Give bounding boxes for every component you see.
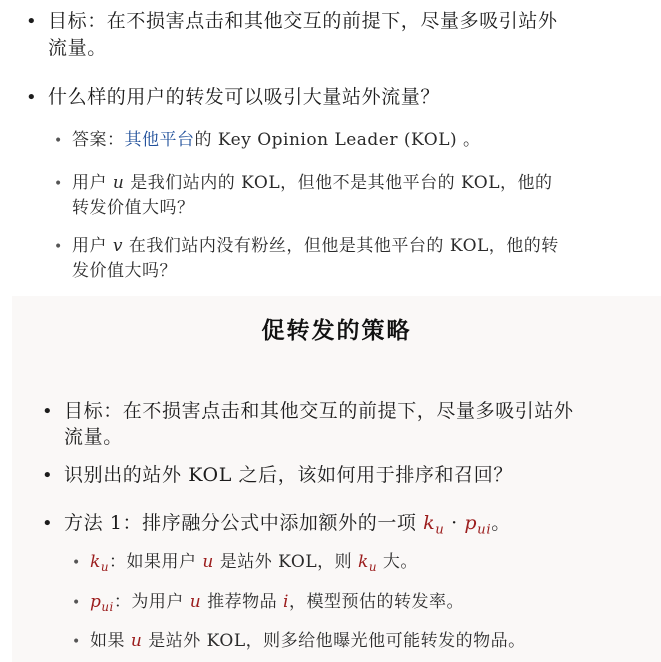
bullet-dot: • xyxy=(72,555,81,571)
q3-part1: 用户 xyxy=(72,236,113,256)
pui-desc-mid: 推荐物品 xyxy=(201,592,284,612)
pui-sym: p xyxy=(90,592,102,612)
answer-bullet xyxy=(54,128,481,154)
q2-part1: 用户 xyxy=(72,173,113,193)
ku-sym: k xyxy=(90,552,101,572)
goal-line1: 目标：在不损害点击和其他交互的前提下，尽量多吸引站外 xyxy=(48,10,558,32)
q3-var: v xyxy=(112,236,124,256)
pui-desc-prefix: ：为用户 xyxy=(113,592,190,612)
final-prefix: 如果 xyxy=(90,631,131,651)
k-symbol xyxy=(423,512,445,538)
ku-symbol-2 xyxy=(358,552,378,575)
ku-symbol xyxy=(90,552,109,575)
bullet-dot: • xyxy=(26,11,38,32)
ku-desc-mid: 是站外 KOL，则 xyxy=(213,552,359,572)
goal-line2-text: 流量。 xyxy=(48,37,107,59)
top-slide xyxy=(0,0,661,292)
p-sub: ui xyxy=(477,522,492,538)
pui-var-i: i xyxy=(283,592,289,612)
pui-symbol xyxy=(90,592,114,615)
ku-desc-prefix: ：如果用户 xyxy=(108,552,203,572)
goal2-line2 xyxy=(64,424,123,451)
ku-sub: u xyxy=(100,560,109,575)
bullet-dot: • xyxy=(54,176,63,192)
answer-highlight: 其他平台 xyxy=(124,130,195,150)
pui-bullet xyxy=(72,590,464,620)
method-bullet xyxy=(42,510,511,544)
pui-sub: ui xyxy=(101,600,114,615)
bullet-dot: • xyxy=(72,595,81,611)
goal2-line1: 目标：在不损害点击和其他交互的前提下，尽量多吸引站外 xyxy=(64,400,574,422)
ku-desc-suffix: 大。 xyxy=(377,552,418,572)
q2-bullet xyxy=(54,171,553,197)
method-suffix: 。 xyxy=(491,512,511,534)
bullet-dot: • xyxy=(72,634,81,650)
ku2-sub: u xyxy=(368,560,378,575)
k-sym: k xyxy=(423,512,436,534)
final-var: u xyxy=(130,631,143,651)
answer-suffix: 的 Key Opinion Leader (KOL) 。 xyxy=(194,130,481,150)
q3-bullet xyxy=(54,234,559,260)
bullet-dot: • xyxy=(42,401,54,422)
q2-line2-text: 转发价值大吗？ xyxy=(72,198,195,218)
p-sym: p xyxy=(464,512,478,534)
q3-line2 xyxy=(72,259,177,284)
q3-line2-text: 发价值大吗？ xyxy=(72,261,177,281)
goal-line2 xyxy=(48,35,107,62)
bullet-dot: • xyxy=(42,513,54,534)
bullet-dot: • xyxy=(54,133,63,149)
slide-title: 促转发的策略 xyxy=(261,317,412,344)
goal-bullet xyxy=(26,8,558,35)
ku2-sym: k xyxy=(358,552,369,572)
question-bullet xyxy=(26,84,440,111)
pui-desc-suffix: ，模型预估的转发率。 xyxy=(288,592,464,612)
identify-text: 识别出的站外 KOL 之后，该如何用于排序和召回？ xyxy=(64,464,513,486)
p-symbol xyxy=(464,512,492,538)
ku-bullet xyxy=(72,550,418,580)
answer-prefix: 答案： xyxy=(72,130,125,150)
bullet-dot: • xyxy=(54,239,63,255)
identify-bullet xyxy=(42,462,513,489)
q3-part2: 在我们站内没有粉丝，但他是其他平台的 KOL，他的转 xyxy=(123,236,559,256)
goal-bullet-2 xyxy=(42,398,574,425)
dot: · xyxy=(444,512,465,534)
pui-var-u: u xyxy=(189,592,202,612)
question-text: 什么样的用户的转发可以吸引大量站外流量？ xyxy=(48,86,441,108)
k-sub: u xyxy=(435,522,445,538)
bullet-dot: • xyxy=(42,465,54,486)
q2-line2 xyxy=(72,196,195,221)
q2-part2: 是我们站内的 KOL，但他不是其他平台的 KOL，他的 xyxy=(124,173,553,193)
ku-var: u xyxy=(202,552,214,572)
bottom-slide xyxy=(12,296,661,662)
goal2-line2-text: 流量。 xyxy=(64,426,123,448)
method-prefix: 方法 1：排序融分公式中添加额外的一项 xyxy=(64,512,424,534)
final-bullet xyxy=(72,629,526,655)
final-suffix: 是站外 KOL，则多给他曝光他可能转发的物品。 xyxy=(142,631,526,651)
q2-var: u xyxy=(112,173,125,193)
bullet-dot: • xyxy=(26,87,38,108)
